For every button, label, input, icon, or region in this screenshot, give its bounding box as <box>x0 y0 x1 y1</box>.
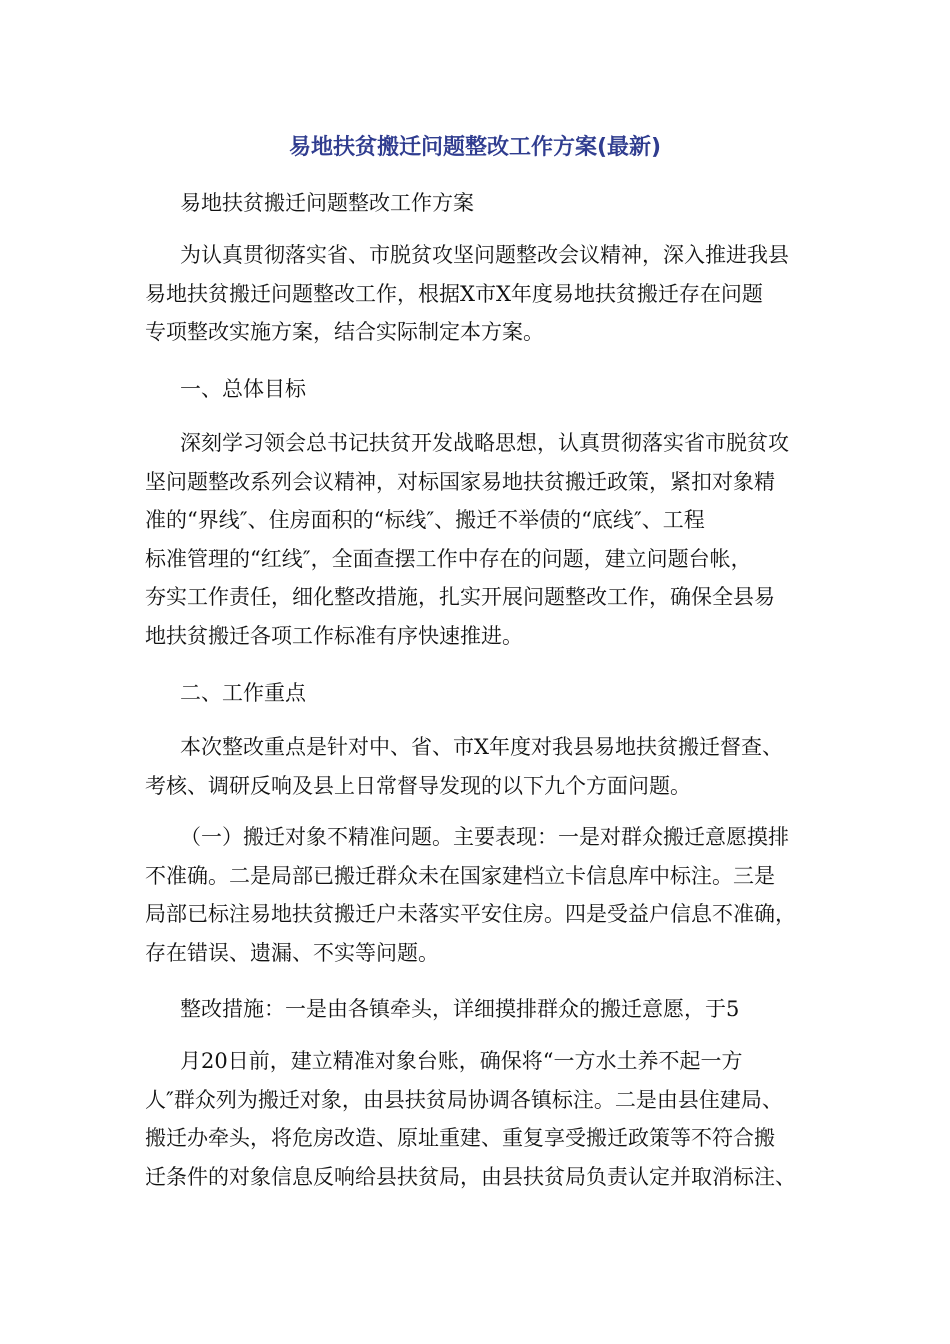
paragraph-line: 深刻学习领会总书记扶贫开发战略思想，认真贯彻落实省市脱贫攻 <box>180 431 789 455</box>
section-heading-focus <box>145 674 810 713</box>
paragraph-line: 坚问题整改系列会议精神，对标国家易地扶贫搬迁政策，紧扣对象精 <box>145 469 775 494</box>
paragraph-line: 搬迁办牵头，将危房改造、原址重建、重复享受搬迁政策等不符合搬 <box>145 1126 775 1150</box>
paragraph-measures-continued <box>145 1042 810 1196</box>
document-title: 易地扶贫搬迁问题整改工作方案(最新) <box>288 135 662 160</box>
paragraph-line: 为认真贯彻落实省、市脱贫攻坚问题整改会议精神，深入推进我县 <box>180 243 789 267</box>
paragraph-line: 地扶贫搬迁各项工作标准有序快速推进。 <box>145 623 523 648</box>
paragraph-line: 准的“界线″、住房面积的“标线″、搬迁不举债的“底线″、工程 <box>145 508 705 532</box>
section-heading-goals <box>145 370 810 409</box>
paragraph-line: 夯实工作责任，细化整改措施，扎实开展问题整改工作，确保全县易 <box>145 585 775 609</box>
paragraph-focus <box>145 728 810 805</box>
paragraph-line: 本次整改重点是针对中、省、市X年度对我县易地扶贫搬迁督查、 <box>180 735 783 759</box>
paragraph-line: 考核、调研反响及县上日常督导发现的以下九个方面问题。 <box>145 773 691 798</box>
paragraph-intro <box>145 236 810 352</box>
paragraph-line: 专项整改实施方案，结合实际制定本方案。 <box>145 320 544 344</box>
paragraph-line: 整改措施：一是由各镇牵头，详细摸排群众的搬迁意愿，于5 <box>180 997 740 1021</box>
paragraph-line: （一）搬迁对象不精准问题。主要表现：一是对群众搬迁意愿摸排 <box>180 825 789 849</box>
heading-line: 一、总体目标 <box>180 377 306 401</box>
paragraph-line: 迁条件的对象信息反响给县扶贫局，由县扶贫局负责认定并取消标注、 <box>145 1164 796 1189</box>
subtitle-line: 易地扶贫搬迁问题整改工作方案 <box>180 191 474 215</box>
document-subtitle <box>145 184 810 223</box>
paragraph-line: 易地扶贫搬迁问题整改工作，根据X市X年度易地扶贫搬迁存在问题 <box>145 281 763 306</box>
paragraph-line: 存在错误、遗漏、不实等问题。 <box>145 940 439 965</box>
paragraph-line: 月20日前，建立精准对象台账，确保将“一方水土养不起一方 <box>180 1049 743 1073</box>
paragraph-line: 人″群众列为搬迁对象，由县扶贫局协调各镇标注。二是由县住建局、 <box>145 1087 783 1112</box>
heading-line: 二、工作重点 <box>180 681 306 705</box>
paragraph-measures <box>145 990 810 1029</box>
paragraph-issue-one <box>145 818 810 972</box>
paragraph-line: 标准管理的“红线″，全面查摆工作中存在的问题，建立问题台帐， <box>145 546 752 571</box>
paragraph-goals <box>145 424 810 655</box>
paragraph-line: 局部已标注易地扶贫搬迁户未落实平安住房。四是受益户信息不准确， <box>145 902 796 926</box>
paragraph-line: 不准确。二是局部已搬迁群众未在国家建档立卡信息库中标注。三是 <box>145 863 775 888</box>
